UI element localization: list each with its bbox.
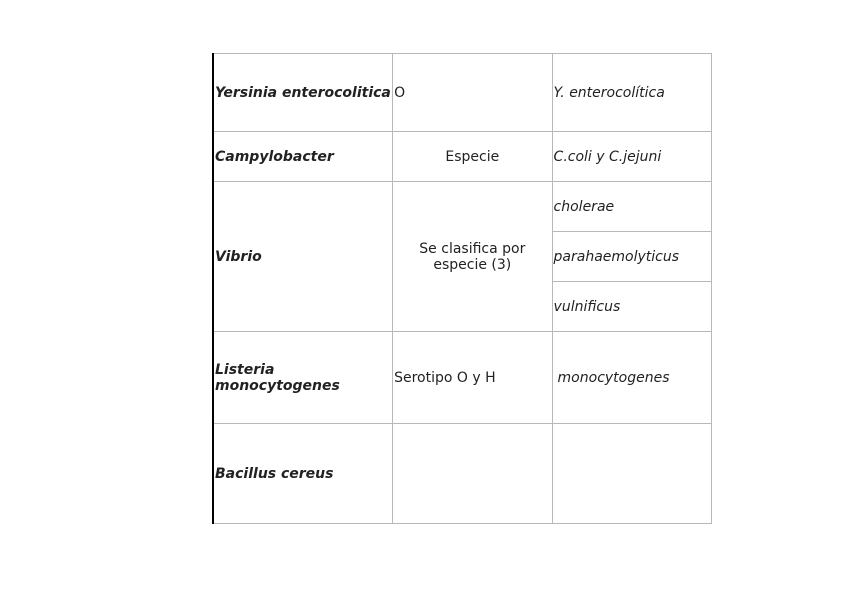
species-cell: Y. enterocolítica	[552, 54, 711, 132]
table-row	[213, 54, 712, 132]
classification-cell	[393, 424, 552, 524]
organism-cell: Campylobacter	[213, 132, 393, 182]
table-row	[213, 332, 712, 424]
species-cell	[552, 424, 711, 524]
organism-text: Listeria monocytogenes	[215, 361, 340, 394]
species-cell: C.coli y C.jejuni	[552, 132, 711, 182]
table-row	[213, 424, 712, 524]
organism-cell: Yersinia enterocolitica	[213, 54, 393, 132]
classification-text: Se clasifica por especie (3)	[419, 240, 526, 273]
table-row	[213, 132, 712, 182]
classification-cell: O	[393, 54, 552, 132]
organism-cell	[213, 332, 393, 424]
species-cell: parahaemolyticus	[552, 232, 711, 282]
table-row	[213, 182, 712, 232]
bacteria-table	[212, 53, 712, 524]
classification-cell: Especie	[393, 132, 552, 182]
classification-cell	[393, 182, 552, 332]
classification-cell: Serotipo O y H	[393, 332, 552, 424]
organism-cell: Vibrio	[213, 182, 393, 332]
species-cell: vulnificus	[552, 282, 711, 332]
species-cell: monocytogenes	[552, 332, 711, 424]
species-cell: cholerae	[552, 182, 711, 232]
organism-cell: Bacillus cereus	[213, 424, 393, 524]
